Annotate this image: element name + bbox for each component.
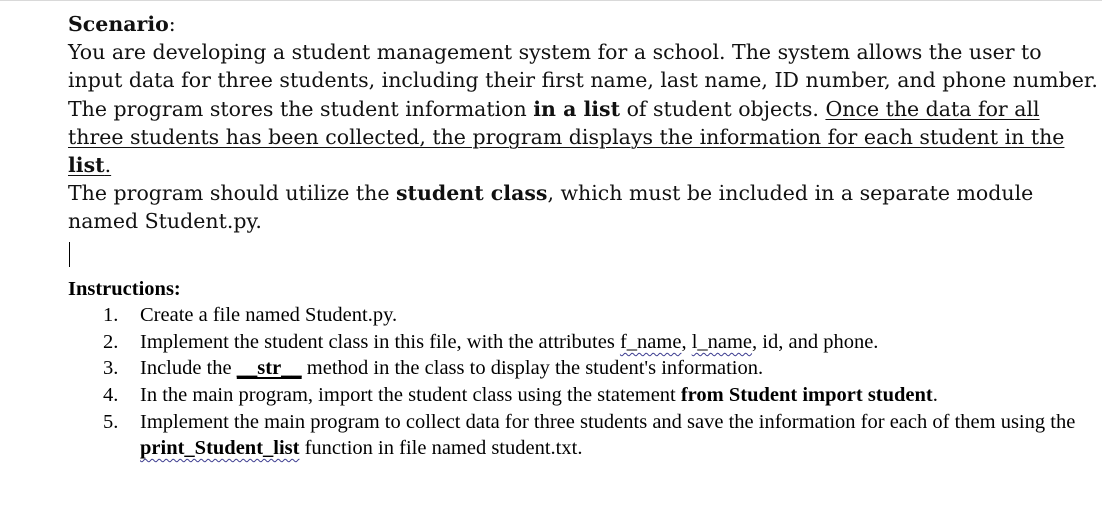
spellcheck-word[interactable]: f_name bbox=[619, 330, 682, 353]
list-item-text: Implement the student class in this file, with the attributes bbox=[140, 330, 620, 353]
list-item-text: Include the bbox=[140, 357, 237, 380]
text-cursor bbox=[69, 242, 70, 267]
list-number: 2. bbox=[103, 330, 119, 353]
spellcheck-word[interactable]: l_name bbox=[691, 330, 753, 353]
list-item-text: method in the class to display the student's information. bbox=[301, 357, 764, 380]
scenario-paragraph-2 bbox=[68, 179, 1098, 235]
list-item-text: Create a file named Student.py. bbox=[140, 304, 398, 327]
list-item bbox=[68, 409, 1098, 462]
scenario-title: Scenario bbox=[68, 12, 169, 36]
scenario-bold-text: in a list bbox=[533, 96, 621, 121]
spellcheck-word[interactable]: print_Student_list bbox=[140, 437, 300, 460]
list-item-text: , bbox=[681, 330, 692, 353]
scenario-section bbox=[68, 10, 1098, 236]
scenario-text: The program should utilize the bbox=[68, 181, 396, 206]
document-body[interactable] bbox=[68, 10, 1098, 462]
instructions-list bbox=[68, 302, 1098, 462]
list-item bbox=[68, 355, 1098, 382]
scenario-paragraph-1 bbox=[68, 38, 1098, 179]
list-item bbox=[68, 302, 1098, 329]
list-item-text: In the main program, import the student class using the statement bbox=[140, 384, 681, 406]
scenario-bold-text: student class bbox=[396, 181, 548, 206]
method-name: __str__ bbox=[236, 357, 302, 380]
scenario-text: You are developing a student management system for a school. The system allows the user to input data for three students, including their first name, last name, ID number, and phone number. The program stores the student information bbox=[68, 40, 1098, 121]
scenario-title-colon: : bbox=[168, 12, 176, 36]
scenario-heading bbox=[68, 10, 1098, 38]
scenario-text: , which must be included in a separate module named Student.py. bbox=[68, 181, 1034, 234]
top-border bbox=[0, 0, 1102, 1]
list-item-text: Implement the main program to collect data for three students and save the information for each of them using the bbox=[140, 410, 1076, 433]
list-item-text: , id, and phone. bbox=[752, 330, 879, 353]
scenario-underlined-bold: list bbox=[68, 153, 105, 178]
list-number: 3. bbox=[103, 357, 119, 380]
list-number: 1. bbox=[103, 304, 119, 327]
scenario-underlined-part: Once the data for all three students has been collected, the program displays the information for each student in the bbox=[68, 96, 1065, 149]
list-item-text: function in file named student.txt. bbox=[299, 437, 583, 460]
list-item bbox=[68, 329, 1098, 356]
list-item-text: . bbox=[932, 384, 938, 406]
list-item bbox=[68, 382, 1098, 409]
scenario-text: of student objects. bbox=[620, 96, 826, 121]
list-number: 4. bbox=[103, 384, 119, 406]
instructions-heading: Instructions: bbox=[68, 277, 181, 300]
instructions-section bbox=[68, 276, 1098, 462]
scenario-underlined-period: . bbox=[104, 153, 112, 178]
list-number: 5. bbox=[103, 410, 119, 433]
import-statement: from Student import student bbox=[680, 384, 933, 406]
